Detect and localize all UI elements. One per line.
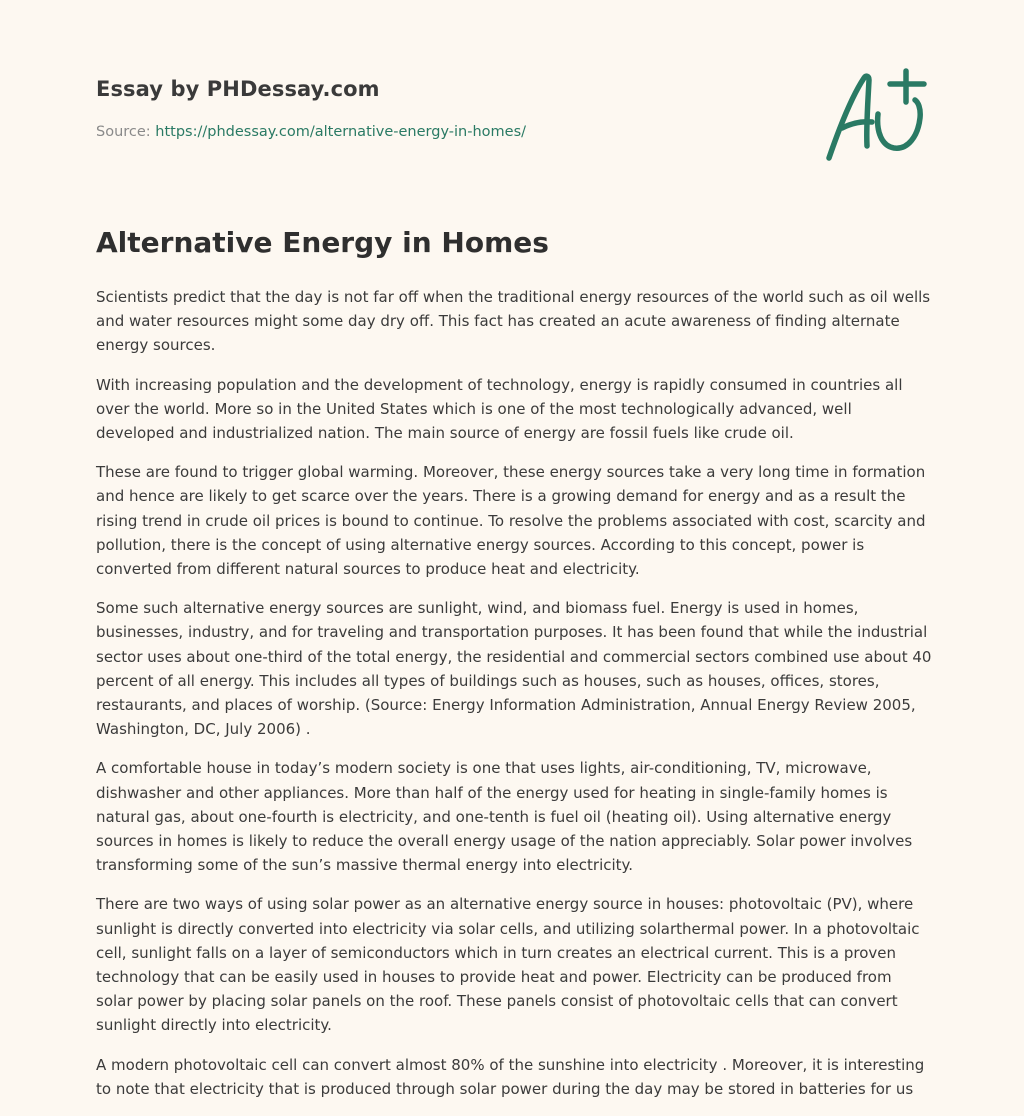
essay-paragraph: There are two ways of using solar power as an alternative energy source in houses: photovoltaic (PV), where sunlight is directly converted into electricity via solar cells, and utilizing solarthermal power. In a photovoltaic cell, sunlight falls on a layer of semiconductors which in turn creates an electrical current. This is a proven technology that can be easily used in houses to provide heat and power. Electricity can be produced from solar power by placing solar panels on the roof. These panels consist of photovoltaic cells that can convert sunlight directly into electricity. [96, 895, 920, 1035]
essay-title: Alternative Energy in Homes [96, 226, 549, 259]
essay-paragraph: Some such alternative energy sources are sunlight, wind, and biomass fuel. Energy is used in homes, businesses, industry, and for traveling and transportation purposes. It has been found that while the industrial sector uses about one-third of the total energy, the residential and commercial sectors combined use about 40 percent of all energy. This includes all types of buildings such as houses, such as houses, offices, stores, restaurants, and places of worship. (Source: Energy Information Administration, Annual Energy Review 2005, Washington, DC, July 2006) . [96, 599, 932, 739]
source-line [96, 124, 526, 140]
essay-paragraph: With increasing population and the development of technology, energy is rapidly consumed in countries all over the world. More so in the United States which is one of the most technologically advanced, well developed and industrialized nation. The main source of energy are fossil fuels like crude oil. [96, 375, 903, 443]
essay-paragraph: A comfortable house in today’s modern society is one that uses lights, air-conditioning, TV, microwave, dishwasher and other appliances. More than half of the energy used for heating in single-family homes is natural gas, about one-fourth is electricity, and one-tenth is fuel oil (heating oil). Using alternative energy sources in homes is likely to reduce the overall energy usage of the nation appreciably. Solar power involves transforming some of the sun’s massive thermal energy into electricity. [96, 759, 913, 875]
a-plus-logo-icon [820, 66, 930, 166]
site-brand: Essay by PHDessay.com [96, 77, 380, 101]
source-link[interactable]: https://phdessay.com/alternative-energy-in-homes/ [155, 124, 527, 140]
essay-body [96, 285, 932, 1116]
essay-paragraph: A modern photovoltaic cell can convert almost 80% of the sunshine into electricity . Moreover, it is interesting to note that electricity that is produced through solar power during the day may be stored in batteries for us [96, 1055, 925, 1098]
source-label: Source: [96, 124, 156, 140]
essay-paragraph: Scientists predict that the day is not far off when the traditional energy resources of the world such as oil wells and water resources might some day dry off. This fact has created an acute awareness of finding alternate energy sources. [96, 288, 931, 355]
essay-paragraph: These are found to trigger global warming. Moreover, these energy sources take a very long time in formation and hence are likely to get scarce over the years. There is a growing demand for energy and as a result the rising trend in crude oil prices is bound to continue. To resolve the problems associated with cost, scarcity and pollution, there is the concept of using alternative energy sources. According to this concept, power is converted from different natural sources to produce heat and electricity. [96, 463, 926, 579]
